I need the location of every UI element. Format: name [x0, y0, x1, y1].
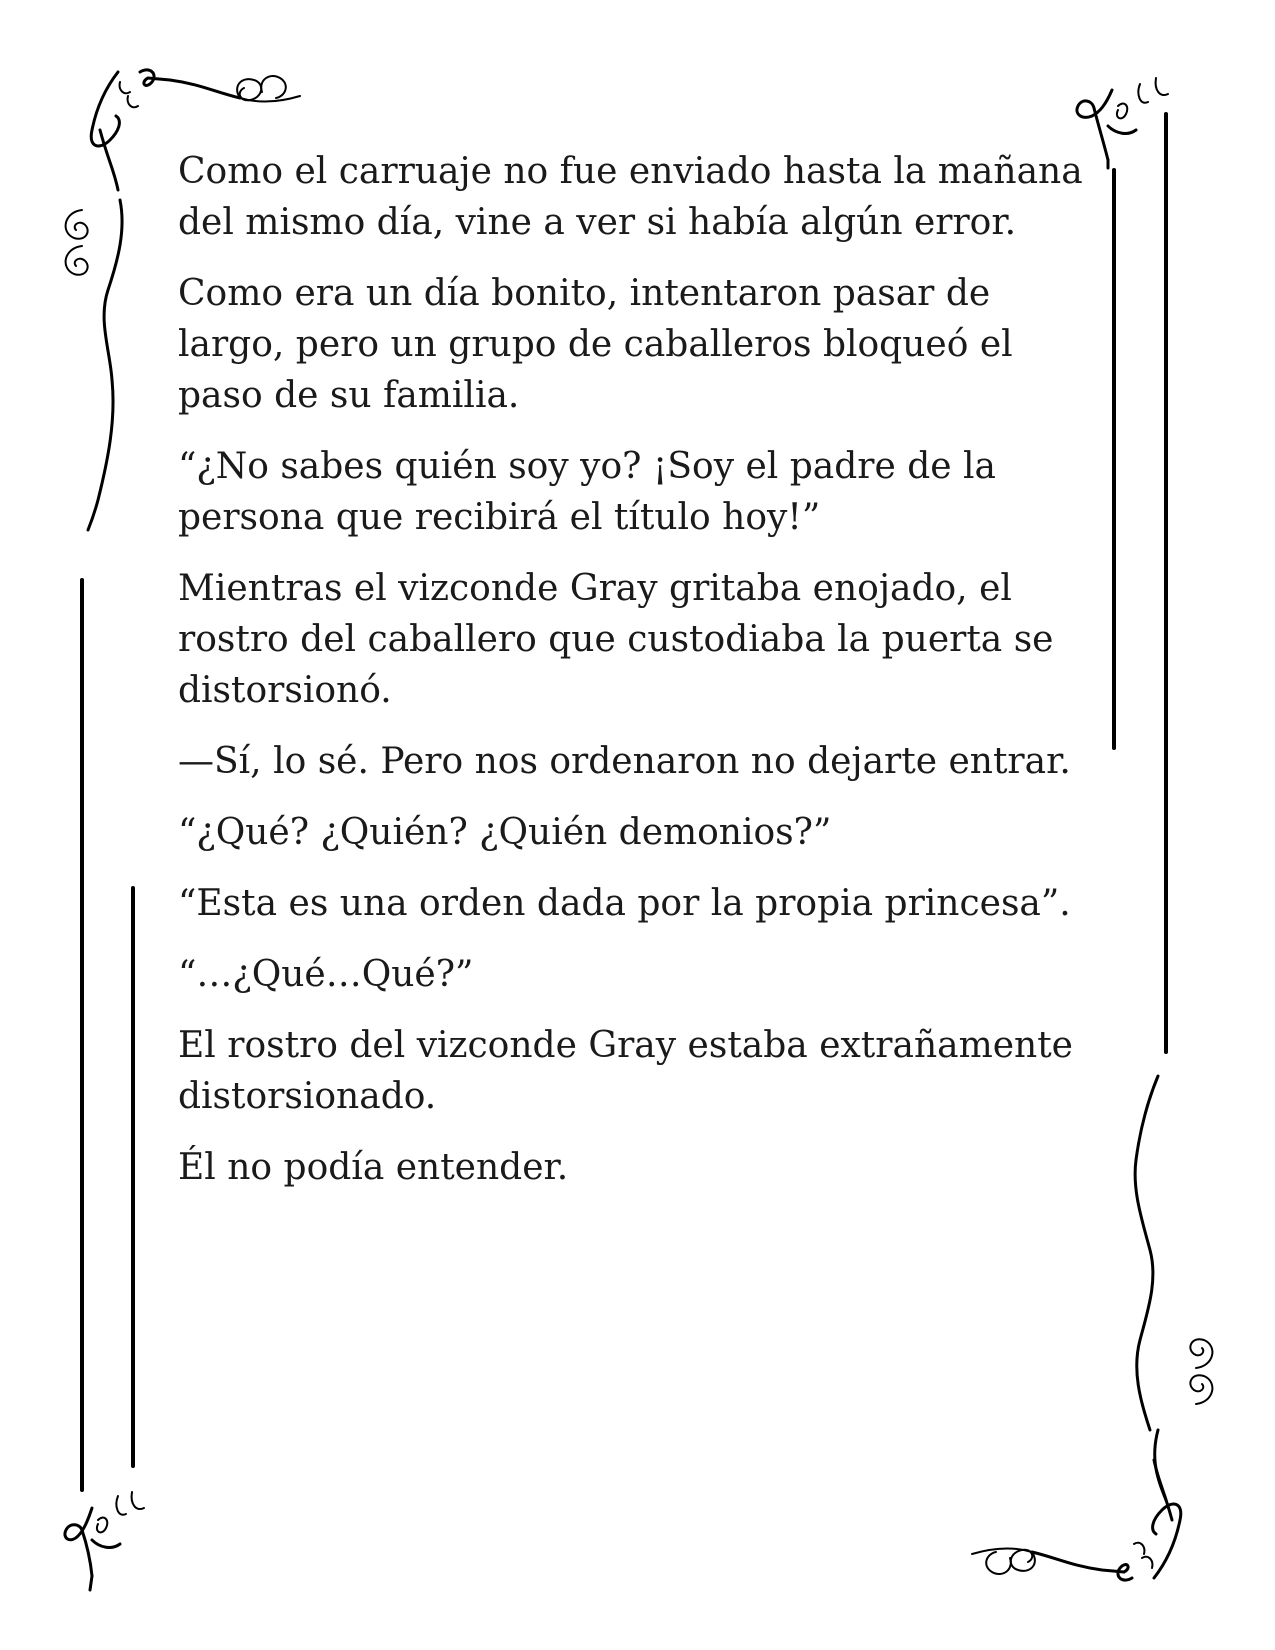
swirl-ornament-icon [66, 200, 122, 530]
paragraph: Él no podía entender. [178, 1147, 569, 1188]
paragraph: Como era un día bonito, intentaron pasar de largo, pero un grupo de caballeros bloqueó el paso de su familia. [178, 273, 1013, 416]
paragraph: “¿No sabes quién soy yo? ¡Soy el padre de la persona que recibirá el título hoy!” [178, 446, 997, 538]
swirl-ornament-icon [1135, 1076, 1212, 1500]
paragraph: El rostro del vizconde Gray estaba extrañamente distorsionado. [178, 1025, 1073, 1117]
paragraph: “Esta es una orden dada por la propia princesa”. [178, 883, 1071, 924]
body-text [178, 146, 1098, 1213]
paragraph: —Sí, lo sé. Pero nos ordenaron no dejarte entrar. [178, 741, 1071, 782]
paragraph: “…¿Qué…Qué?” [178, 954, 474, 995]
paragraph: “¿Qué? ¿Quién? ¿Quién demonios?” [178, 812, 832, 853]
flourish-ornament-icon [972, 1460, 1181, 1580]
flourish-ornament-icon [65, 1492, 144, 1590]
paragraph: Mientras el vizconde Gray gritaba enojado, el rostro del caballero que custodiaba la puerta se distorsionó. [178, 568, 1054, 711]
paragraph: Como el carruaje no fue enviado hasta la mañana del mismo día, vine a ver si había algún error. [178, 151, 1083, 243]
